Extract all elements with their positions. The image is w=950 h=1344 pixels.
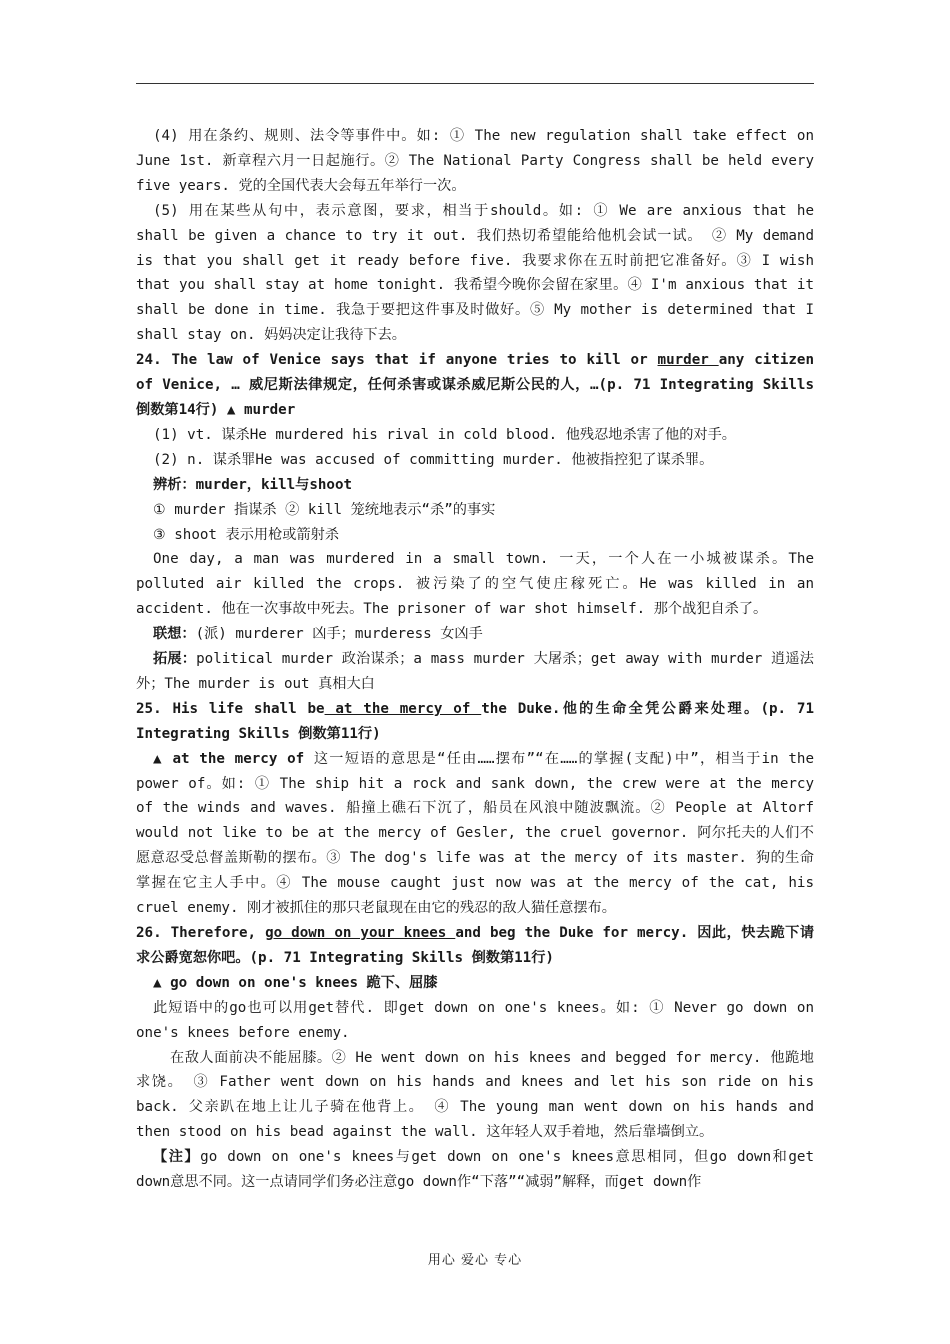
murder-comparison-heading: 辨析：murder，kill与shoot [153, 476, 353, 493]
item-24-heading: 24. The law of Venice says that if anyone tries to kill or murder any citizen of Venice, … 威尼斯法律规定，任何杀害或谋杀威尼斯公民的人，…(p. 71 Integrating Skills 倒数第14行) ▲ murder [136, 352, 814, 418]
header-rule [136, 83, 814, 84]
document-body [136, 124, 814, 1195]
page-footer: 用心 爱心 专心 [427, 1253, 523, 1268]
murder-def-noun: (2) n. 谋杀罪He was accused of committing murder. 他被指控犯了谋杀罪。 [153, 451, 714, 468]
murder-extension: 拓展：political murder 政治谋杀；a mass murder 大屠杀；get away with murder 逍遥法外；The murder is out 真相大白 [136, 651, 814, 692]
paragraph-shall-regulations: (4) 用在条约、规则、法令等事件中。如: ① The new regulation shall take effect on June 1st. 新章程六月一日起施行。② The National Party Congress shall be held every five years. 党的全国代表大会每五年举行一次。 [136, 128, 814, 194]
at-the-mercy-of-explanation: ▲ at the mercy of 这一短语的意思是“任由……摆布”“在……的掌握(支配)中”，相当于in the power of。如: ① The ship hit a rock and sank down, the crew were at the mercy of the winds and waves. 船撞上礁石下沉了，船员在风浪中随波飘流。② People at Altorf would not like to be at the mercy of Gesler, the cruel governor. 阿尔托夫的人们不愿意忍受总督盖斯勒的摆布。③ The dog's life was at the mercy of its master. 狗的生命掌握在它主人手中。④ The mouse caught just now was at the mercy of the cat, his cruel enemy. 刚才被抓住的那只老鼠现在由它的残忍的敌人猫任意摆布。 [136, 750, 814, 917]
murder-association: 联想：(派) murderer 凶手；murderess 女凶手 [153, 626, 483, 643]
item-25-heading: 25. His life shall be at the mercy of the Duke.他的生命全凭公爵来处理。(p. 71 Integrating Skills 倒数第11行) [136, 700, 815, 742]
murder-def-verb: (1) vt. 谋杀He murdered his rival in cold blood. 他残忍地杀害了他的对手。 [153, 426, 736, 443]
go-down-on-knees-examples: 在敌人面前决不能屈膝。② He went down on his knees and begged for mercy. 他跪地求饶。 ③ Father went down on his hands and knees and let his son ride on his back. 父亲趴在地上让儿子骑在他背上。 ④ The young man went down on his hands and then stood on his bead against the wall. 这年轻人双手着地，然后靠墙倒立。 [136, 1049, 814, 1141]
murder-comparison-2: ③ shoot 表示用枪或箭射杀 [153, 526, 340, 543]
item-26-heading: 26. Therefore, go down on your knees and beg the Duke for mercy. 因此，快去跪下请求公爵宽恕你吧。(p. 71 Integrating Skills 倒数第11行) [136, 925, 815, 966]
go-down-on-knees-note: 此短语中的go也可以用get替代. 即get down on one's knees。如: ① Never go down on one's knees before enemy. [136, 999, 814, 1041]
murder-examples: One day, a man was murdered in a small town. 一天，一个人在一小城被谋杀。The polluted air killed the crops. 被污染了的空气使庄稼死亡。He was killed in an accident. 他在一次事故中死去。The prisoner of war shot himself. 那个战犯自杀了。 [136, 551, 814, 618]
go-down-on-knees-heading: ▲ go down on one's knees 跪下、屈膝 [153, 974, 438, 991]
paragraph-shall-clauses: (5) 用在某些从句中，表示意图，要求，相当于should。如: ① We are anxious that he shall be given a chance to try it out. 我们热切希望能给他机会试一试。 ② My demand is that you shall get it ready before five. 我要求你在五时前把它准备好。③ I wish that you shall stay at home tonight. 我希望今晚你会留在家里。④ I'm anxious that it shall be done in time. 我急于要把这件事及时做好。⑤ My mother is determined that I shall stay on. 妈妈决定让我待下去。 [136, 202, 814, 344]
murder-comparison-1: ① murder 指谋杀 ② kill 笼统地表示“杀”的事实 [153, 501, 496, 518]
go-down-on-knees-remark: 【注】go down on one's knees与get down on one's knees意思相同，但go down和get down意思不同。这一点请同学们务必注意go down作“下落”“减弱”解释，而get down作 [136, 1149, 814, 1191]
